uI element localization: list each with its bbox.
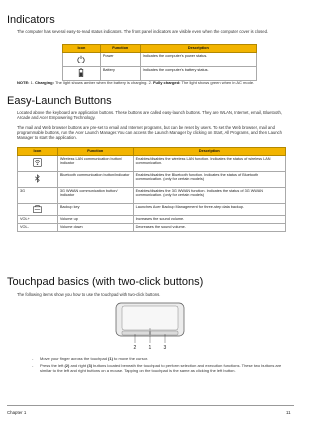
header-function: Function xyxy=(57,148,133,156)
button-description: Increases the sound volume. xyxy=(133,216,285,224)
touchpad-bullets xyxy=(32,356,288,375)
button-description: Enables/disables the 3G WWAN function. Indicates the status of 3G WWAN communication. (only for certain models) xyxy=(133,188,285,204)
indicator-description: Indicates the computer's battery status. xyxy=(140,67,256,81)
button-description: Enables/disables the wireless LAN function. Indicates the status of wireless LAN communication. xyxy=(133,156,285,172)
button-description: Decreases the sound volume. xyxy=(133,224,285,232)
easy-launch-table xyxy=(17,147,286,232)
button-function: Wireless LAN communication button/ indicator xyxy=(57,156,133,172)
table-row xyxy=(18,172,286,188)
footer-rule xyxy=(7,405,294,406)
indicator-description: Indicates the computer's power status. xyxy=(140,53,256,67)
table-row xyxy=(63,53,257,67)
battery-icon xyxy=(78,68,84,77)
indicators-note: NOTE: 1. Charging: The light shows amber when the battery is charging. 2. Fully charged: The light shows green when in AC mode. xyxy=(17,80,255,85)
backup-key-icon xyxy=(33,205,42,213)
footer-chapter: Chapter 1 xyxy=(7,410,27,415)
button-description: Enables/disables the Bluetooth function. Indicates the status of Bluetooth communication. (only for certain models) xyxy=(133,172,285,188)
3g-icon: 3G xyxy=(18,188,58,204)
left-click-button xyxy=(122,331,150,335)
table-row xyxy=(18,216,286,224)
header-description: Description xyxy=(133,148,285,156)
table-row xyxy=(18,204,286,216)
indicators-heading: Indicators xyxy=(7,14,55,26)
table-row xyxy=(18,188,286,204)
header-description: Description xyxy=(140,45,256,53)
list-item: - Press the left (2) and right (3) buttons located beneath the touchpad to perform selection and execution functions. These two buttons are similar to the left and right buttons on a mouse. Tapping on the touchpad is the same as clicking the left button. xyxy=(32,363,282,373)
indicators-intro: The computer has several easy-to-read status indicators. The front panel indicators are visible even when the computer cover is closed. xyxy=(17,29,269,34)
easy-launch-heading: Easy-Launch Buttons xyxy=(7,95,112,107)
footer-page-number: 11 xyxy=(286,410,291,415)
callout-2: 2 xyxy=(133,345,137,351)
table-row xyxy=(18,224,286,232)
easy-launch-para2: The mail and Web browser buttons are pre-set to email and Internet programs, but can be reset by users. To set the Web browser, mail and programmable buttons, run the Acer Launch Manager.You can access the Launch Manager by clicking on Start, All Programs, and then Launch Manager to start the application. xyxy=(17,125,282,141)
touchpad-surface xyxy=(122,306,178,330)
button-function: 3G WWAN communication button/ indicator xyxy=(57,188,133,204)
table-row xyxy=(18,156,286,172)
list-item: - Move your finger across the touchpad (1) to move the cursor. xyxy=(32,356,149,361)
touchpad-illustration xyxy=(115,301,185,351)
indicator-function: Battery xyxy=(100,67,140,81)
header-icon: Icon xyxy=(18,148,58,156)
button-function: Backup key xyxy=(57,204,133,216)
callout-3: 3 xyxy=(163,345,167,351)
right-click-button xyxy=(151,331,179,335)
header-icon: Icon xyxy=(63,45,101,53)
indicator-function: Power xyxy=(100,53,140,67)
wireless-lan-icon xyxy=(33,158,42,167)
button-function: Volume up xyxy=(57,216,133,224)
indicators-table xyxy=(62,44,257,81)
button-description: Launches Acer Backup Management for three-step data backup. xyxy=(133,204,285,216)
indicators-table-header xyxy=(63,45,257,53)
note-label: NOTE: xyxy=(17,80,30,85)
power-icon xyxy=(77,55,85,63)
volume-down-label: VOL- xyxy=(18,224,58,232)
button-function: Bluetooth communication button/indicator xyxy=(57,172,133,188)
easy-launch-table-header xyxy=(18,148,286,156)
table-row xyxy=(63,67,257,81)
button-function: Volume down xyxy=(57,224,133,232)
header-function: Function xyxy=(100,45,140,53)
touchpad-heading: Touchpad basics (with two-click buttons) xyxy=(7,276,204,288)
easy-launch-para1: Located above the keyboard are application buttons. These buttons are called easy-launch buttons. They are WLAN, Internet, email, Bluetooth, Arcade and Acer Empowering Technology. xyxy=(17,110,282,121)
bluetooth-icon xyxy=(34,174,41,183)
volume-up-label: VOL+ xyxy=(18,216,58,224)
touchpad-intro: The following items show you how to use the touchpad with two-click buttons. xyxy=(17,292,161,297)
callout-1: 1 xyxy=(148,345,152,351)
